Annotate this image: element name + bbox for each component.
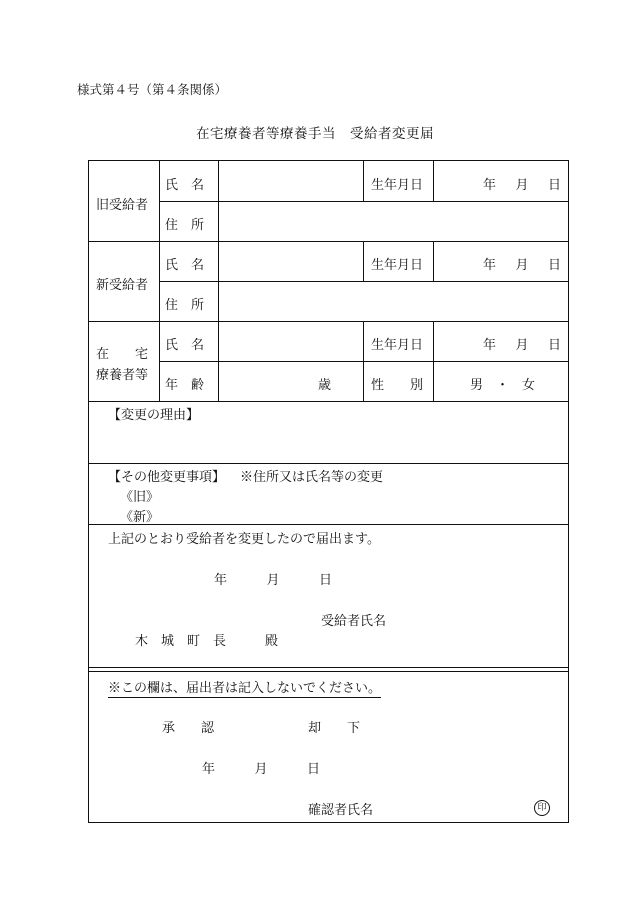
approve-label[interactable]: 承 認 xyxy=(162,721,215,736)
day-unit: 日 xyxy=(547,178,561,193)
other-changes-note: ※住所又は氏名等の変更 xyxy=(240,470,384,485)
declaration-text: 上記のとおり受給者を変更したので届出ます。 xyxy=(108,532,380,547)
grid-line-h8 xyxy=(89,524,568,525)
sex-options[interactable]: 男 ・ 女 xyxy=(470,378,536,393)
month-unit: 月 xyxy=(254,762,268,777)
patient-name-field[interactable] xyxy=(220,323,362,360)
confirmer-name-label: 確認者氏名 xyxy=(308,803,374,818)
year-unit: 年 xyxy=(483,258,497,273)
old-name-field[interactable] xyxy=(220,163,362,200)
label-old-name: 氏 名 xyxy=(165,178,205,193)
month-unit: 月 xyxy=(515,338,529,353)
grid-line-birth-label-2 xyxy=(363,241,364,281)
year-unit: 年 xyxy=(202,762,216,777)
other-changes-old: 《旧》 xyxy=(120,490,160,505)
label-new-address: 住 所 xyxy=(165,298,205,313)
day-unit: 日 xyxy=(306,762,320,777)
label-old-address: 住 所 xyxy=(165,218,205,233)
day-unit: 日 xyxy=(318,573,332,588)
recipient-name-label: 受給者氏名 xyxy=(321,614,387,629)
month-unit: 月 xyxy=(266,573,280,588)
grid-line-birth-value-2 xyxy=(433,241,434,281)
new-birthdate-field[interactable] xyxy=(483,254,561,273)
year-unit: 年 xyxy=(483,178,497,193)
grid-line-h4 xyxy=(89,321,568,322)
day-unit: 日 xyxy=(547,258,561,273)
office-date[interactable] xyxy=(202,758,320,777)
form-title: 在宅療養者等療養手当 受給者変更届 xyxy=(196,126,434,142)
other-changes-label: 【その他変更事項】 xyxy=(108,470,226,485)
other-changes-new: 《新》 xyxy=(120,510,160,525)
year-unit: 年 xyxy=(214,573,228,588)
grid-line-birth-label-1 xyxy=(363,161,364,201)
grid-line-h5 xyxy=(159,361,568,362)
reason-label: 【変更の理由】 xyxy=(108,408,200,423)
day-unit: 日 xyxy=(547,338,561,353)
label-patient-sex: 性 別 xyxy=(371,378,424,393)
grid-line-h1 xyxy=(159,201,568,202)
addressee: 木 城 町 長 殿 xyxy=(135,634,279,649)
section-patient-line2: 療養者等 xyxy=(96,368,149,383)
double-divider-top xyxy=(89,667,568,668)
grid-line-h3 xyxy=(159,281,568,282)
label-patient-birthdate: 生年月日 xyxy=(371,338,424,353)
label-new-name: 氏 名 xyxy=(165,258,205,273)
new-name-field[interactable] xyxy=(220,243,362,280)
old-birthdate-field[interactable] xyxy=(483,174,561,193)
grid-line-h6 xyxy=(89,401,568,402)
reject-label[interactable]: 却 下 xyxy=(308,721,361,736)
grid-line-birth-value-1 xyxy=(433,161,434,201)
grid-line-h7 xyxy=(89,463,568,464)
month-unit: 月 xyxy=(515,258,529,273)
section-patient-line1: 在 宅 xyxy=(96,347,149,362)
month-unit: 月 xyxy=(515,178,529,193)
declaration-date[interactable] xyxy=(214,569,332,588)
old-address-field[interactable] xyxy=(220,203,567,240)
label-patient-name: 氏 名 xyxy=(165,338,205,353)
double-divider-bottom xyxy=(89,671,568,672)
age-unit: 歳 xyxy=(318,378,332,393)
seal-icon: 印 xyxy=(534,800,550,816)
label-old-birthdate: 生年月日 xyxy=(371,178,424,193)
section-new-recipient: 新受給者 xyxy=(96,278,149,293)
year-unit: 年 xyxy=(483,338,497,353)
label-patient-age: 年 齢 xyxy=(165,378,205,393)
grid-line-h2 xyxy=(89,241,568,242)
patient-birthdate-field[interactable] xyxy=(483,334,561,353)
label-new-birthdate: 生年月日 xyxy=(371,258,424,273)
section-old-recipient: 旧受給者 xyxy=(96,198,149,213)
patient-age-field[interactable] xyxy=(220,363,362,400)
new-address-field[interactable] xyxy=(220,283,567,320)
reason-field[interactable] xyxy=(92,422,566,460)
form-number: 様式第４号（第４条関係） xyxy=(77,82,228,97)
office-use-notice: ※この欄は、届出者は記入しないでください。 xyxy=(108,677,381,698)
